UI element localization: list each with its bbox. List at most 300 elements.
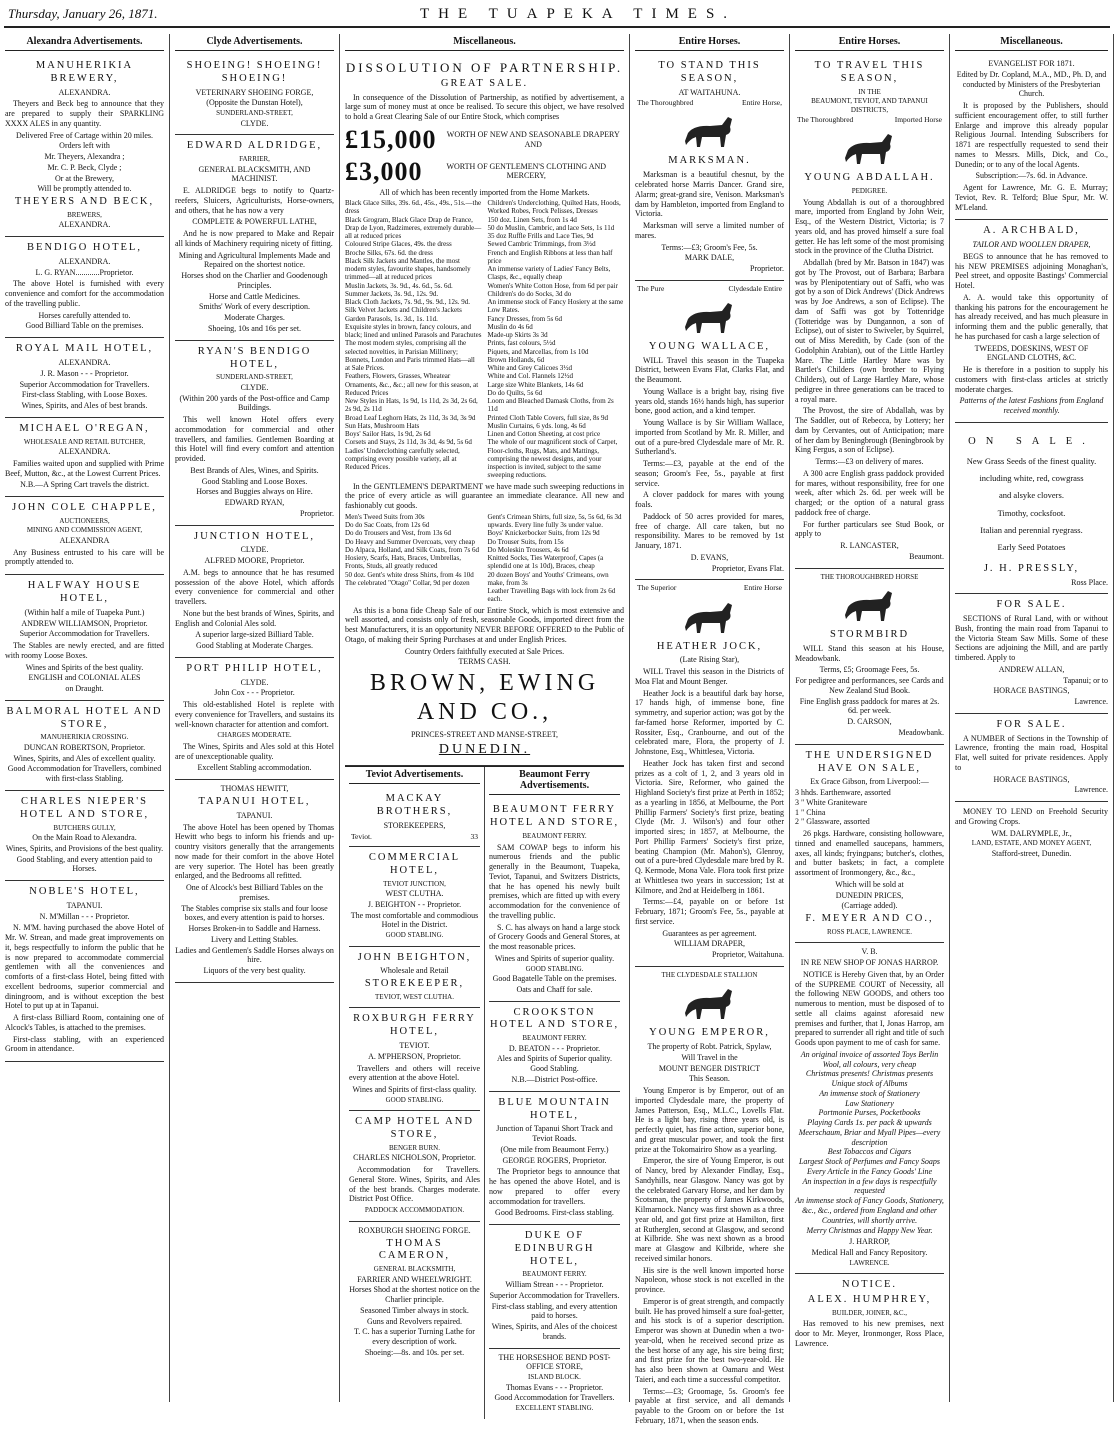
ad-body: Paddock of 50 acres provided for mares, free of charge. All care taken, but no responsibility. Mares to be removed by 1st January, 1871. [635,511,784,551]
ad-sub: COMPLETE & POWERFUL LATHE, [192,217,317,227]
ad-body: In the GENTLEMEN'S DEPARTMENT we have made such sweeping reductions in the price of every article as will guarantee an immediate clearance. All new and fashionably cut goods. [345,481,624,511]
ad-body: Young Abdallah is out of a thoroughbred mare, imported from England by John Weir, Esq., of the Western District, Victoria; is 7 years old, and has proved himself a sure foal getter. He has left some of the most promising stock in the province of the Clutha District. [795,197,944,256]
firm-name: BROWN, EWING AND CO., [369,670,600,726]
ad-title: FOR SALE. [996,718,1067,730]
ad-title: COMMERCIAL HOTEL, [368,851,461,876]
section-heading: Entire Horses. [635,34,784,51]
list-item: Children's Underclothing, Quilted Hats, Hoods, Worked Robes, Frock Pelisses, Dresses [487,199,621,216]
ad-sub: GENERAL BLACKSMITH, AND MACHINIST. [198,164,311,184]
ad-sub: ALEXANDRA. [58,220,111,230]
ad-title: IN RE NEW SHOP OF JONAS HARROP. [800,958,939,968]
ad-sub: LAND, ESTATE, AND MONEY AGENT, [971,839,1092,848]
ad-sub: FARRIER, [239,155,270,164]
ad-title: MACKAY BROTHERS, [376,793,453,818]
list-item: Broad Leaf Leghorn Hats, 2s 11d, 3s 3d, 3s 9d [345,413,476,422]
ad-line: Fine English grass paddock for mares at 2s. 6d. per week. [799,696,940,716]
ad-place: ALEXANDRA. [58,87,111,97]
ad-line: For pedigree and performances, see Cards and New Zealand Stud Book. [795,676,944,695]
ad-signature: F. MEYER AND CO., [805,913,934,925]
ad-title: DUKE OF EDINBURGH HOTEL, [514,1230,595,1267]
ad-horseshoe-bend-store [489,1349,620,1419]
ad-body: And he is now prepared to Make and Repair all kinds of Machinery requiring nicety of fitting. [175,229,334,248]
ad-body: Terms:—£3, payable at the end of the season; Groom's Fee, 5s., payable at first service. [635,459,784,488]
ad-place: ROSS PLACE, LAWRENCE. [826,927,912,936]
ad-body: Has removed to his new premises, next door to Mr. Meyer, Ironmonger, Ross Place, Lawrence. [795,1319,944,1348]
ad-body: 26 pkgs. Hardware, consisting hollowware, tinned and enamelled saucepans, hammers, axes, all kinds; fryingpans; butcher's, clothes, and butter baskets; in fact, a complete assortment of Ironmongery, &c., &c., [795,829,944,878]
ad-place: BEAUMONT FERRY. [522,1034,587,1043]
ad-title: RYAN'S BENDIGO HOTEL, [197,345,312,370]
ad-signature: Tapanui; or to [1063,675,1108,685]
ad-line: N.B.—A Spring Cart travels the district. [20,480,149,490]
ad-stormbird [795,569,944,745]
ad-line: Subscription:—7s. 6d. in Advance. [975,171,1088,181]
list-item: Gent's Crimean Shirts, full size, 5s, 5s 6d, 6s 3d upwards. Every line fully 3s under value. [487,512,622,530]
list-item: 3 " White Graniteware [795,797,868,807]
ad-line: Wholesale and Retail [380,966,449,976]
section-heading: Miscellaneous. [345,34,624,51]
ad-place: TEVIOT. [399,1041,430,1051]
ad-line: Good Bedrooms. First-class stabling. [495,1208,614,1218]
ad-place: ALEXANDRA. [58,358,111,368]
ad-body: Families waited upon and supplied with Prime Beef, Mutton, &c., at the Lowest Current Prices. [5,458,164,478]
ad-junction-hotel [175,526,334,658]
ad-sub: PEDIGREE. [851,187,888,196]
price-list-left [345,199,482,480]
ad-signature: WM. DALRYMPLE, Jr., [991,828,1072,838]
amount-drapery: £15,000 [345,124,437,154]
ad-line: The Pure [637,283,665,293]
ad-mackay-brothers [349,788,480,846]
ad-line: Wines, Spirits, and Provisions of the best quality. [5,843,164,853]
ad-line: The property of Robt. Patrick, Spylaw, [647,1042,772,1052]
ad-sub: STOREKEEPERS, [383,821,446,831]
horse-name: YOUNG WALLACE, [648,340,771,352]
list-item: Linen and Cotton Sheeting, at cost price [487,430,601,439]
ad-for-sale-rural-land [955,594,1108,714]
ad-line: Superior Accommodation for Travellers. [19,379,150,389]
firm-city: DUNEDIN. [438,742,531,758]
ad-body: A clover paddock for mares with young foals. [635,490,784,510]
list-item: French and English Ribbons at less than half price [487,248,613,265]
ad-signature: WILLIAM DRAPER, [673,939,746,949]
beaumont-section [485,767,624,1418]
section-heading: Clyde Advertisements. [175,34,334,51]
ad-sub: SUNDERLAND-STREET, [216,373,293,382]
ad-title: THOMAS CAMERON, [378,1237,451,1262]
ad-royal-mail-hotel [5,338,164,418]
ad-title: NOTICE. [841,1279,898,1291]
list-item: Knitted Socks, Ties Waterproof, Capes (a splendid one at 1s 10d), Braces, cheap [487,554,604,571]
ad-proprietor: William Strean - - - Proprietor. [505,1280,604,1289]
ad-line: A superior large-sized Billiard Table. [195,630,314,640]
section-heading: Miscellaneous. [955,34,1108,51]
ad-place: CLYDE. [240,545,269,555]
ad-place: ALEXANDRA. [58,447,111,457]
ad-title: CHARLES NIEPER'S HOTEL AND STORE, [19,795,150,820]
ad-title: TO STAND THIS SEASON, [658,60,761,84]
list-item: Coloured Stripe Glaces, 49s. the dress [345,240,452,249]
ad-body: In consequence of the Dissolution of Partnership, as notified by advertisement, a large sum of money must at once be realised. To secure this object, we have resolved to hold a Great Clearing Sale of our Entire Stock, which comprises [345,92,624,122]
ad-young-abdallah [795,55,944,569]
masthead-rule [4,26,1110,28]
horse-name: MARKSMAN. [668,155,751,167]
price-list-left [345,513,482,604]
ad-harrop-shop [795,943,944,1274]
ad-body: A.M. begs to announce that he has resumed possession of the above Hotel, which affords every convenience for commercial and other travellers. [175,567,334,607]
ad-line: Good Stabling at Moderate Charges. [196,641,313,651]
ad-body: Theyers and Beck beg to announce that they are prepared to supply their SPARKLING XXXX ALES in any quantity. [5,99,164,128]
ad-title: A. ARCHBALD, [983,225,1080,237]
list-item: Largest Stock of Perfumes and Fancy Soaps [798,1157,940,1167]
ad-proprietor: J. R. Mason - - - Proprietor. [40,368,129,378]
ad-humphrey-builder [795,1274,944,1355]
ad-line: First-class Stabling, with Loose Boxes. [21,390,148,400]
ad-proprietor: D. BEATON - - - Proprietor. [508,1043,601,1053]
ad-line: Clydesdale Entire [728,283,782,293]
ad-line: (Late Rising Star), [679,655,740,665]
ad-line: on Draught. [65,684,104,694]
ad-line: Ladies and Gentlemen's Saddle Horses always on hire. [175,945,334,965]
ad-line: Shoeing:—8s. and 10s. per set. [364,1347,465,1357]
list-item: Garden Parasols, 1s. 3d., 1s. 11d. [345,314,438,323]
ad-line: First-class stabling, and every attention paid to horses. [491,1301,618,1321]
ad-line: Edited by Dr. Copland, M.A., MD., Ph. D, and conducted by Ministers of the Presbyterian Church. [956,69,1107,99]
ad-signature: THEYERS AND BECK, [14,196,155,208]
list-item: Prints, fast colours, 5½d [487,339,556,348]
list-item: Portmonie Purses, Pocketbooks [818,1108,921,1118]
ad-sub: GOOD STABLING. [385,1095,444,1104]
column-clyde [170,34,340,1402]
list-item: 20 dozen Boys' and Youths' Crimeans, own make, from 3s [487,570,609,587]
ad-line: (Within half a mile of Tuapeka Punt.) [24,607,145,617]
ad-line: Ales and Spirits of Superior quality. Good Stabling. [496,1054,613,1074]
horse-name: STORMBIRD [829,629,910,641]
ad-place: ISLAND BLOCK. [528,1373,581,1381]
ad-line: Junction of Tapanui Short Track and Teviot Roads. [496,1124,613,1144]
list-item: Ladies' Underclothing carefully selected, comprising every possible variety, all at Reduced Prices. [345,446,460,472]
ad-body: A NUMBER of Sections in the Township of Lawrence, fronting the main road, Hospital Flat, well suited for private residences. Apply to [955,733,1108,772]
horse-icon [839,128,901,168]
ad-body: He is therefore in a position to supply his customers with first-class articles at strictly moderate charges. [955,365,1108,394]
ad-proprietor: ALFRED MOORE, Proprietor. [204,556,305,566]
list-item: White and Col. Flannels 12½d [487,372,574,381]
ad-line: Horses and Buggies always on Hire. [196,487,313,497]
ad-sub: IN THE [858,87,881,96]
ad-sub: SUNDERLAND-STREET, [216,109,293,118]
ad-roxburgh-ferry-hotel [349,1008,480,1111]
ad-place: CLYDE. [240,118,269,128]
ad-signature: Lawrence. [1074,697,1108,707]
list-item: Brown Hollands, 6d [487,355,545,364]
ad-title: JOHN COLE CHAPPLE, [12,502,157,514]
ad-signature: J. HARROP, [849,1237,890,1247]
ad-dissolution-sale [345,55,624,766]
ad-proprietor: A. M'PHERSON, Proprietor. [368,1051,461,1061]
ad-title: TO TRAVEL THIS SEASON, [814,60,925,84]
ad-line: Livery and Letting Stables. [210,934,299,944]
ad-manuherikia-brewery [5,55,164,237]
ad-signature: MARK DALE, [684,253,735,263]
ad-place: BEAUMONT FERRY. [522,832,587,841]
ad-place: ALEXANDRA [59,535,110,545]
price-list-gentlemen [345,513,624,604]
column-miscellaneous-right [950,34,1114,1402]
ad-title: HALFWAY HOUSE HOTEL, [27,580,142,604]
ad-line: Good Accommodation for Travellers, combined with first-class Stabling. [7,764,162,784]
ad-title: TAPANUI HOTEL, [198,795,311,807]
ad-ryans-bendigo-hotel [175,341,334,526]
ad-line: Early Seed Potatoes [997,542,1066,553]
ad-body: This old-established Hotel is replete with every convenience for Travellers, and sustains its well-known character for attention and comfort. [175,700,334,729]
ad-line: Wines and Spirits of first-class quality. [352,1085,477,1095]
horse-name: YOUNG EMPEROR, [649,1027,770,1039]
list-item: Black Cloth Jackets, 7s. 9d., 9s. 9d., 12s. 9d. [345,298,471,307]
ad-body: Marksman is a beautiful chesnut, by the celebrated horse Marris Dancer. Grand sire, Alarm; great-grand sire, Venison. Marksman's dam by Hambleton, imported from England to Victoria. [635,170,784,219]
ad-sub: STOREKEEPER, [364,978,465,990]
list-item: Do Trouser Suits, from 15s [487,537,564,546]
ad-line: Seasoned Timber always in stock. [360,1305,469,1315]
section-heading: Beaumont Ferry Advertisements. [489,767,620,795]
list-item: Sewed Cambric Trimmings, from 3½d [487,240,596,249]
ad-body: BEGS to announce that he has removed to his NEW PREMISES adjoining Monaghan's, Peel street, and opposite Bastings' Commercial Hotel. [955,251,1108,291]
ad-body: It is proposed by the Publishers, should sufficient encouragement offer, to still further Enlarge and improve this already popular Religious Journal. Intending Subscribers for 1871 are respectfully requested to send their names to Messrs. Mills, Dick, and Co., Dunedin; or to any of the local Agents. [955,101,1108,169]
list-item: Exquisite styles in brown, fancy colours, and black; lined and unlined Parasols and Parachutes [345,322,482,340]
ad-place: CLYDE. [240,677,269,687]
ad-title: DISSOLUTION OF PARTNERSHIP. [345,60,624,75]
horse-icon [679,111,741,151]
ad-place: CLYDE. [240,382,269,392]
ad-line: Orders left with [59,141,110,151]
ad-place: AT WAITAHUNA. [678,87,741,97]
goods-list [795,1050,944,1226]
ad-line: The Thoroughbred [637,98,694,108]
ad-title: CROOKSTON HOTEL AND STORE, [489,1006,620,1031]
ad-line: Mr. C. P. Beck, Clyde ; [47,162,122,172]
list-item: White and Grey Calicoes 3½d [487,364,573,373]
list-item: An original invoice of assorted Toys Berlin Wool, all colours, very cheap [800,1049,939,1069]
ad-sub: WORTH OF NEW AND SEASONABLE DRAPERY AND [446,130,620,149]
ad-sub: EXCELLENT STABLING. [515,1404,594,1413]
horse-name: HEATHER JOCK, [656,640,763,652]
ad-balmoral-hotel [5,701,164,791]
ad-place: BEAUMONT FERRY. [522,1270,587,1279]
ad-signature: J. H. PRESSLY, [983,562,1080,574]
ad-body: Terms:—£4, payable on or before 1st February, 1871; Groom's Fee, 5s., payable at first service. [635,897,784,926]
ad-line: Or at the Brewery, [54,173,114,183]
price-list-right [488,199,625,480]
ad-signature: ANDREW ALLAN, [998,664,1065,674]
ad-signature: Proprietor. [300,508,334,518]
list-item: Christmas presents! Christmas presents [805,1069,934,1079]
list-item: Law Stationery [845,1098,894,1108]
ad-tapanui-hotel [175,780,334,983]
ad-line: (Opposite the Dunstan Hotel), [206,98,303,108]
horse-icon [679,297,741,337]
ad-sub: TERMS CASH. [458,657,511,667]
ad-beaumont-ferry-hotel [489,799,620,1001]
ad-line: Merry Christmas and Happy New Year. [806,1226,933,1236]
list-item: Do Heavy and Summer Overcoats, very cheap [345,537,476,546]
list-item: Black Silk Jackets and Mantles, the most modern styles, favourite shapes, handsomely trimmed—all at reduced prices [345,256,471,282]
ad-signature: HORACE BASTINGS, [993,774,1070,784]
ad-title: FOR SALE. [996,599,1067,611]
ad-signature: D. CARSON, [847,717,892,727]
ad-title: THE UNDERSIGNED HAVE ON SALE, [805,749,934,774]
ad-line: Will be promptly attended to. [37,184,132,194]
ad-body: NOTICE is Hereby Given that, by an Order of the SUPREME COURT of Necessity, all the following NEW GOODS, and others too numerous to mention, must be disposed of to settle all claims against aforesaid new premises and further, that I, Jonas Harrop, am prepared to surrender all right and title of such Goods upon payment to me of cash for same. [795,969,944,1048]
ad-nieper-hotel [5,791,164,881]
price-list-right [488,513,625,604]
ad-title: EVANGELIST FOR 1871. [988,59,1075,68]
ad-place: LAWRENCE. [849,1258,890,1267]
ad-body: Accommodation for Travellers. General Store. Wines, Spirits, and Ales of the best brands. Charges moderate. District Post Office. [349,1165,480,1204]
ad-nobles-hotel [5,881,164,1062]
ad-line: Best Brands of Ales, Wines, and Spirits. [190,465,319,475]
ad-evangelist [955,55,1108,220]
newspaper-title: THE TUAPEKA TIMES. [420,6,737,22]
goods-list [795,788,944,827]
ad-line: Terms:—£3; Groom's Fee, 5s. [661,242,758,252]
ad-body: Emperor, the sire of Young Emperor, is out of Nancy, bred by Alexander Findlay, Esq., Sandyhills, near Glasgow. Nancy was got by the celebrated Garvary Horse, and her dam by Scotsman, the property of James Kirkwoods, Kilmarnock. Nancy was first shown as a three year old, and got first prize at Hamilton, first at Rutherglen, second at Glasgow, and second at Kilbride. She was next shown as a brood mare at Glasgow and Kilbride, where she received similar honors. [635,1156,784,1263]
list-item: An immense variety of Ladies' Fancy Belts, Clasps, &c., equally cheap [487,265,611,282]
ad-line: Smiths' Work of every description. [198,302,311,312]
ad-line: Liquors of the very best quality. [203,966,306,975]
ad-roxburgh-forge [349,1222,480,1364]
list-item: Playing Cards 1s. per pack & upwards [807,1118,932,1128]
ad-body: A first-class Billiard Room, containing one of Alcock's Tables, is attached to the premises. [5,1013,164,1032]
ad-body: None but the best brands of Wines, Spirits, and English and Colonial Ales sold. [175,608,334,628]
ad-line: The Stables comprise six stalls and four loose boxes, and every attention is paid to horses. [181,903,328,923]
ad-title: CAMP HOTEL AND STORE, [355,1116,474,1141]
ad-aldridge-blacksmith [175,135,334,340]
ad-sub: BEAUMONT, TEVIOT, AND TAPANUI DISTRICTS, [811,97,928,114]
ad-line: Imported Horse [894,115,942,125]
section-heading: Alexandra Advertisements. [5,34,164,51]
list-item: Loom and Bleached Damask Cloths, from 2s 11d [487,397,614,414]
ad-place: TAPANUI. [236,810,273,820]
ad-proprietor: N. M'Millan - - - Proprietor. [39,911,130,921]
ad-proprietor: DUNCAN ROBERTSON, Proprietor. [23,742,146,752]
ad-place: BENGER BURN. [389,1143,440,1152]
ad-sub: GOOD STABLING. [525,964,584,973]
ad-line: Wines, Spirits, and Ales of the choicest brands. [491,1322,618,1341]
column-miscellaneous-center [340,34,630,1413]
list-item: Men's Tweed Suits from 30s [345,512,425,521]
ad-title: JUNCTION HOTEL, [194,530,315,542]
ad-body: Terms:—£3; Groomage, 5s. Groom's fee payable at first service, and all demands payable to the Groom on or before the 1st February, 1871, when the season ends. [635,1386,784,1425]
ad-line: Horse and Cattle Medicines. [208,291,301,301]
ad-title: MICHAEL O'REGAN, [19,422,150,434]
section-heading: Entire Horses. [795,34,944,51]
ad-line: (Carriage added). [841,901,898,911]
ad-title: ON SALE. [968,435,1095,447]
list-item: Piquets, and Marcellas, from 1s 10d [487,347,589,356]
ad-proprietor: John Cox - - - Proprietor. [214,688,295,698]
ad-sub: BUTCHERS GULLY, [53,823,116,832]
ad-line: One of Alcock's best Billiard Tables on the premises. [186,883,323,902]
ad-body: WILL Travel this season in the Districts of Moa Flat and Mount Benger. [635,667,784,686]
ad-proprietor: L. G. RYAN............Proprietor. [35,267,134,277]
ad-line: Guns and Revolvers repaired. [366,1316,463,1326]
ad-body: A. A. would take this opportunity of thanking his patrons for the encouragement he has already received, and has much pleasure in informing them and the public generally, that he has purchased for cash a large selection of [955,292,1108,341]
ad-line: Mr. Theyers, Alexandra ; [44,152,125,162]
ad-body: Marksman will serve a limited number of mares. [635,221,784,240]
list-item: Summer Jackets, 3s. 9d., 12s. 9d. [345,289,439,298]
ad-proprietor: J. BEIGHTON - - Proprietor. [367,899,462,909]
ad-body: Agent for Lawrence, Mr. G. E. Murray; Teviot, Rev. R. Telford; Blue Spur, Mr. W. M'Leland. [955,183,1108,212]
ad-line: Good Bagatelle Table on the premises. [492,974,617,984]
list-item: Fancy Dresses, from 5s 6d [487,314,562,323]
ad-body: WILL Stand this season at his House, Meadowbank. [795,643,944,663]
ad-body: Heather Jock is a beautiful dark bay horse, 17 hands high, of immense bone, fine symmetry, and superior action; was got by the far-famed horse Reformer, imported by C. Rossiter, Esq., Cranbourne, and out of the celebrated mare, Flora, the property of J. Johnstone, Esq., Whittlesea, Victoria. [635,688,784,757]
ad-signature: D. EVANS, [690,552,729,562]
ad-body: The Stables are newly erected, and are fitted with roomy Loose Boxes. [5,641,164,660]
ad-line: Stafford-street, Dunedin. [991,848,1072,858]
ad-line: Country Orders faithfully executed at Sale Prices. [404,646,565,656]
ad-place: ALEXANDRA. [58,256,111,266]
list-item: Silk Velvet Jackets and Children's Jackets [345,306,462,315]
ad-marksman [635,55,784,281]
list-item: Muslin do 4s 6d [487,322,533,331]
ad-bendigo-hotel [5,237,164,338]
ad-sub: WHOLESALE AND RETAIL BUTCHER, [23,437,146,446]
list-item: Corsets and Stays, 2s 11d, 3s 3d, 4s 9d, 5s 6d [345,438,472,447]
ad-body: The Proprietor begs to announce that he has opened the above Hotel, and is now prepared to offer every accommodation for travellers. [489,1167,620,1206]
ad-body: His sire is the well known imported horse Napoleon, whose stock is not excelled in the province. [635,1265,784,1295]
ad-line: Entire Horse [743,583,782,593]
ad-line: Horses carefully attended to. [38,310,131,320]
list-item: Sun Hats, Mushroom Hats [345,421,420,430]
list-item: Muslin Curtains, 6 yds. long, 4s 6d [487,421,586,430]
ad-line: Good Stabling and Loose Boxes. [201,476,308,486]
ad-place: Teviot. [351,831,372,841]
ad-line: Delivered Free of Cartage within 20 miles. [15,130,154,140]
list-item: An immense stock of Fancy Hosiery at the same Low Rates. [487,298,624,315]
ad-body: As this is a bona fide Cheap Sale of our Entire Stock, which is most extensive and well assorted, and consists only of fresh, seasonable Goods, imported direct from the best Manufacturers, it is an opportunity NEVER BEFORE OFFERED to the Public of Otago, of making their Spring Purchases at and under English Prices. [345,605,624,644]
ad-young-wallace [635,281,784,581]
ad-sub: BREWERS, [67,210,102,219]
ad-signature: Meadowbank. [898,727,944,737]
ad-john-beighton [349,947,480,1009]
ad-heather-jock [635,580,784,966]
ad-proprietor: Thomas Evans - - - Proprietor. [505,1382,604,1392]
ad-meyer-hardware [795,745,944,944]
ad-line: The Thoroughbred [797,115,854,125]
list-item: Large size White Blankets, 14s 6d [487,380,584,389]
ad-title: BALMORAL HOTEL AND STORE, [6,705,163,730]
ad-line: Good Stabling, and every attention paid to Horses. [16,854,153,874]
ad-body: Any Business entrusted to his care will be promptly attended to. [5,547,164,567]
ad-blue-mountain-hotel [489,1092,620,1225]
ad-title: ALEX. HUMPHREY, [807,1293,932,1305]
list-item: Feathers, Flowers, Grasses, Wheatear Ornaments, &c., &c.; all new for this season, at Reduced Prices [345,372,479,397]
ad-commercial-hotel [349,847,480,947]
ad-title: ROXBURGH FERRY HOTEL, [353,1013,476,1038]
ad-place: TEVIOT, WEST CLUTHA. [375,992,454,1001]
ad-line: (One mile from Beaumont Ferry.) [500,1144,609,1154]
ad-sub: VETERINARY SHOEING FORGE, [195,87,314,97]
ad-sub: DUNEDIN PRICES, [835,890,904,900]
ad-title: ROYAL MAIL HOTEL, [15,343,154,355]
ad-signature: EDWARD RYAN, [224,498,285,508]
list-item: Children's do do Socks, 3d do [487,289,572,298]
ad-camp-hotel [349,1111,480,1221]
column-entire-horses-1 [630,34,790,1425]
list-item: 50 doz. Gent's white dress Shirts, from 4s 10d [345,570,474,579]
ad-line: T. C. has a superior Turning Lathe for every description of work. [354,1327,475,1347]
ad-sub: MINING AND COMMISSION AGENT, [26,526,143,535]
ad-halfway-house-hotel [5,575,164,701]
